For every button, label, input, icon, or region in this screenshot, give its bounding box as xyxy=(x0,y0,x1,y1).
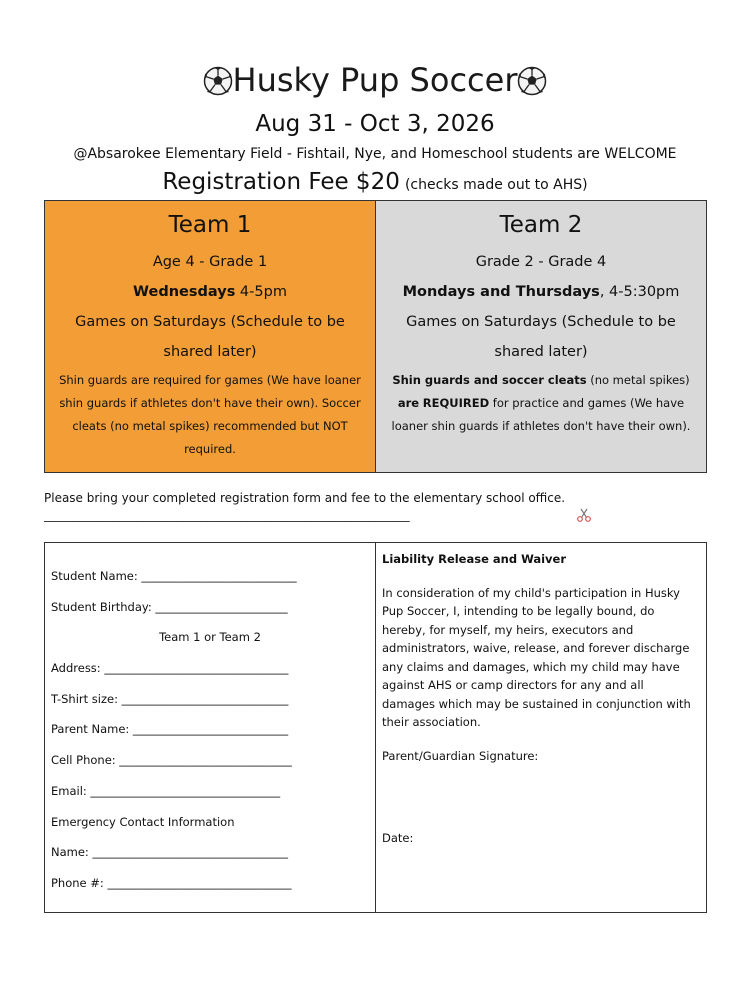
emergency-name-field[interactable]: Name: __________________________________ xyxy=(51,845,288,860)
instructions: Please bring your completed registration form and fee to the elementary school office. xyxy=(44,491,566,505)
team-1-day: Wednesdays xyxy=(133,284,236,300)
team-2-name: Team 2 xyxy=(499,212,583,238)
teams-table xyxy=(44,200,707,473)
student-name-field[interactable]: Student Name: ___________________________ xyxy=(51,569,297,583)
team-2-time: , 4-5:30pm xyxy=(599,284,680,300)
team-2-gear-rest: for practice and games (We have loaner shin guards if athletes don't have their own). xyxy=(391,396,691,433)
parent-name-field[interactable]: Parent Name: ___________________________ xyxy=(51,722,289,737)
page-title xyxy=(0,58,750,102)
cell-phone-field[interactable]: Cell Phone: ______________________________ xyxy=(51,753,292,768)
student-birthday-field[interactable]: Student Birthday: _______________________ xyxy=(51,599,288,614)
team-2-games-cont: shared later) xyxy=(494,344,588,360)
date-field[interactable]: Date: xyxy=(382,831,414,845)
waiver-section xyxy=(376,543,706,912)
team-2-gear xyxy=(376,369,706,438)
team-1-gear: Shin guards are required for games (We have loaner shin guards if athletes don't have their own). Soccer cleats (no metal spikes) recommended but NOT required. xyxy=(59,373,361,456)
soccer-ball-icon xyxy=(203,66,233,96)
email-field[interactable]: Email: _________________________________ xyxy=(51,783,281,798)
team-1-schedule xyxy=(45,277,375,307)
student-info-section xyxy=(45,543,376,912)
season-dates: Aug 31 - Oct 3, 2026 xyxy=(255,111,495,137)
emergency-contact-heading: Emergency Contact Information xyxy=(51,814,235,829)
fee-amount: Registration Fee $20 xyxy=(162,169,400,195)
scissors-icon xyxy=(576,507,592,523)
team-1-panel xyxy=(45,201,376,472)
waiver-body: In consideration of my child's participation in Husky Pup Soccer, I, intending to be legally bound, do hereby, for myself, my heirs, executors and administrators, waive, release, and forever discharge any claims and damages, which my child may have against AHS or camp directors for any and all damages which may be sustained in conjunction with their association. xyxy=(382,585,691,729)
waiver-heading: Liability Release and Waiver xyxy=(382,552,567,566)
team-1-ages: Age 4 - Grade 1 xyxy=(152,254,268,270)
fee-note: (checks made out to AHS) xyxy=(404,177,588,193)
address-field[interactable]: Address: ________________________________ xyxy=(51,661,289,676)
team-1-time: 4-5pm xyxy=(235,284,287,300)
team-1-games-cont: shared later) xyxy=(163,344,257,360)
title-text: Husky Pup Soccer xyxy=(232,61,518,99)
location-line: @Absarokee Elementary Field - Fishtail, Nye, and Homeschool students are WELCOME xyxy=(73,146,677,162)
team-2-day: Mondays and Thursdays xyxy=(402,284,600,300)
team-2-gear-bold: Shin guards and soccer cleats xyxy=(392,373,587,387)
registration-form xyxy=(44,542,707,913)
team-selection[interactable]: Team 1 or Team 2 xyxy=(159,630,261,645)
emergency-phone-field[interactable]: Phone #: ________________________________ xyxy=(51,875,292,890)
team-1-name: Team 1 xyxy=(168,212,252,238)
team-2-gear-are: are xyxy=(397,396,420,410)
tshirt-size-field[interactable]: T-Shirt size: _____________________________ xyxy=(51,691,289,706)
team-2-grades: Grade 2 - Grade 4 xyxy=(475,254,607,270)
team-1-games: Games on Saturdays (Schedule to be xyxy=(75,314,345,330)
registration-fee xyxy=(0,167,750,200)
soccer-ball-icon xyxy=(517,66,547,96)
signature-field[interactable]: Parent/Guardian Signature: xyxy=(382,748,539,763)
team-2-games: Games on Saturdays (Schedule to be xyxy=(406,314,676,330)
team-2-schedule xyxy=(376,277,706,307)
team-2-gear-mid: (no metal spikes) xyxy=(586,373,690,387)
cut-line: _______________________________________________________________ xyxy=(44,508,410,522)
team-2-panel xyxy=(376,201,706,472)
team-2-gear-required: REQUIRED xyxy=(422,396,490,410)
